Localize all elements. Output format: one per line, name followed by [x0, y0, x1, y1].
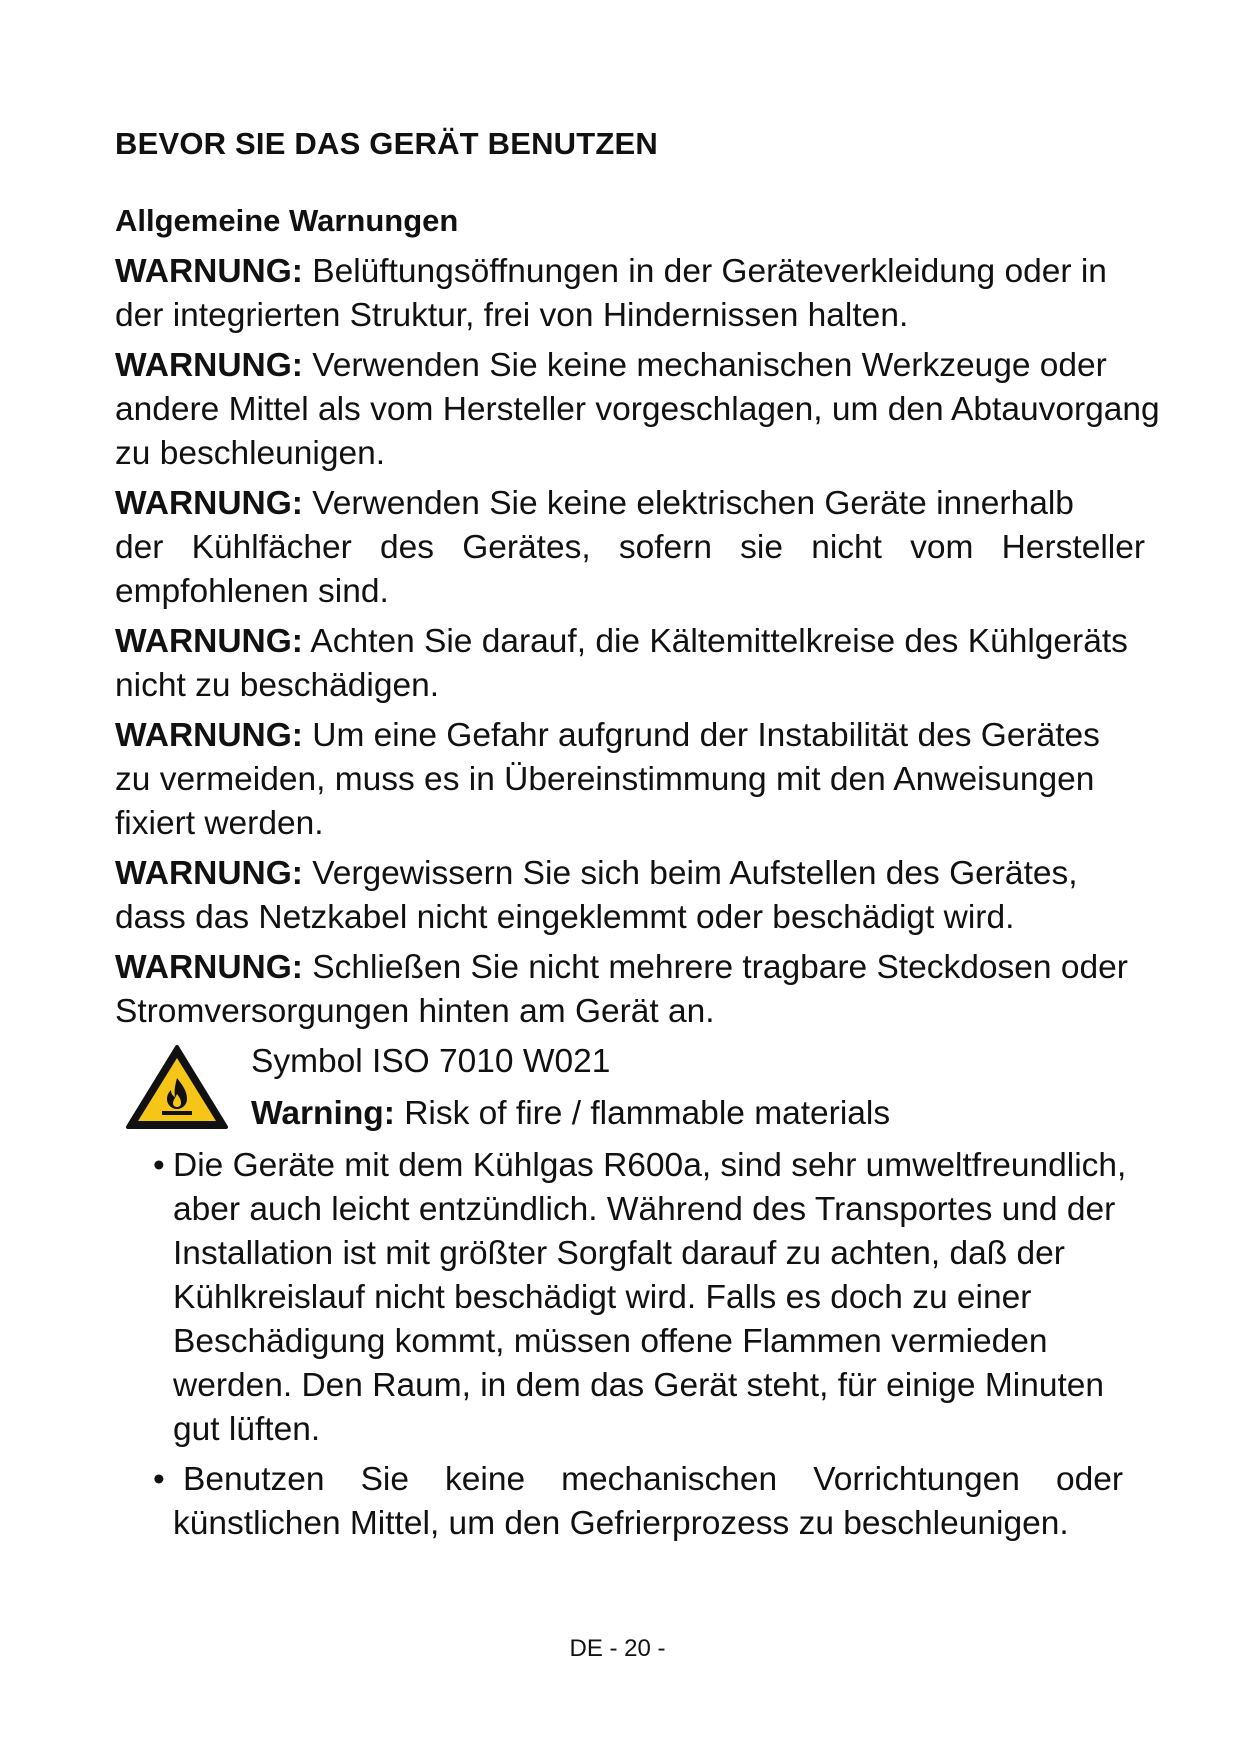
- warning-text: Belüftungsöffnungen in der Geräteverkleidung oder in: [302, 253, 1107, 290]
- warning-line: [115, 482, 1195, 526]
- symbol-warning-keyword: Warning:: [251, 1095, 395, 1132]
- warning-keyword: WARNUNG:: [115, 717, 303, 754]
- warning-paragraph: [115, 852, 1195, 940]
- warning-text: Vergewissern Sie sich beim Aufstellen des Gerätes,: [302, 855, 1078, 892]
- warning-line: Stromversorgungen hinten am Gerät an.: [115, 993, 715, 1030]
- bullet-line: Kühlkreislauf nicht beschädigt wird. Falls es doch zu einer: [173, 1279, 1032, 1316]
- warning-line: zu vermeiden, muss es in Übereinstimmung mit den Anweisungen: [115, 761, 1095, 798]
- warning-line: [115, 250, 1195, 294]
- warning-text: Um eine Gefahr aufgrund der Instabilität des Gerätes: [302, 717, 1100, 754]
- bullet-line: Installation ist mit größter Sorgfalt darauf zu achten, daß der: [173, 1235, 1065, 1272]
- warning-keyword: WARNUNG:: [115, 623, 303, 660]
- bullet-line: werden. Den Raum, in dem das Gerät steht, für einige Minuten: [173, 1367, 1105, 1404]
- list-item: [115, 1458, 1195, 1546]
- bullet-line: Beschädigung kommt, müssen offene Flammen vermieden: [173, 1323, 1048, 1360]
- warning-text: Achten Sie darauf, die Kältemittelkreise des Kühlgeräts: [302, 623, 1128, 660]
- bullet-line: künstlichen Mittel, um den Gefrierprozess zu beschleunigen.: [173, 1505, 1069, 1542]
- warning-line: andere Mittel als vom Hersteller vorgeschlagen, um den Abtauvorgang: [115, 391, 1160, 428]
- warning-line: [115, 344, 1195, 388]
- warning-line: empfohlenen sind.: [115, 573, 389, 610]
- warning-text: Verwenden Sie keine mechanischen Werkzeuge oder: [302, 347, 1107, 384]
- warning-line: zu beschleunigen.: [115, 435, 386, 472]
- bullet-line: aber auch leicht entzündlich. Während des Transportes und der: [173, 1191, 1116, 1228]
- warning-text: Verwenden Sie keine elektrischen Geräte innerhalb: [302, 485, 1074, 522]
- warning-line: nicht zu beschädigen.: [115, 667, 440, 704]
- section-title: BEVOR SIE DAS GERÄT BENUTZEN: [115, 126, 658, 161]
- sub-title: Allgemeine Warnungen: [115, 203, 459, 238]
- fire-warning-icon: [125, 1044, 229, 1130]
- warning-keyword: WARNUNG:: [115, 485, 303, 522]
- bullet-marker: •: [153, 1147, 165, 1184]
- warning-paragraph: [115, 620, 1195, 708]
- warning-keyword: WARNUNG:: [115, 949, 303, 986]
- bullet-marker: •: [153, 1461, 165, 1498]
- warning-text: Schließen Sie nicht mehrere tragbare Steckdosen oder: [302, 949, 1128, 986]
- page-number: DE - 20 -: [569, 1635, 666, 1662]
- warning-paragraph: [115, 946, 1195, 1034]
- warning-keyword: WARNUNG:: [115, 855, 303, 892]
- warning-line: der integrierten Struktur, frei von Hindernissen halten.: [115, 297, 909, 334]
- warning-paragraph: [115, 714, 1195, 846]
- warning-line: fixiert werden.: [115, 805, 324, 842]
- warning-line: [115, 714, 1195, 758]
- document-body: [115, 250, 1195, 1552]
- symbol-block: [115, 1040, 1195, 1138]
- warning-line: dass das Netzkabel nicht eingeklemmt oder beschädigt wird.: [115, 899, 1015, 936]
- warning-paragraph: [115, 482, 1195, 614]
- bullet-list: [115, 1144, 1195, 1546]
- symbol-caption: Symbol ISO 7010 W021: [251, 1043, 611, 1080]
- warning-keyword: WARNUNG:: [115, 253, 303, 290]
- warning-paragraph: [115, 344, 1195, 476]
- warning-line: [115, 946, 1195, 990]
- bullet-line: gut lüften.: [173, 1411, 321, 1448]
- bullet-line: Benutzen Sie keine mechanischen Vorrichtungen oder: [183, 1461, 1123, 1498]
- symbol-warning-text: Risk of fire / flammable materials: [394, 1095, 891, 1132]
- warning-line: der Kühlfächer des Gerätes, sofern sie nicht vom Hersteller: [115, 529, 1145, 566]
- list-item: [115, 1144, 1195, 1452]
- warning-paragraph: [115, 250, 1195, 338]
- bullet-line: Die Geräte mit dem Kühlgas R600a, sind sehr umweltfreundlich,: [173, 1147, 1127, 1184]
- warning-line: [115, 852, 1195, 896]
- warning-keyword: WARNUNG:: [115, 347, 303, 384]
- symbol-warning: [251, 1092, 890, 1136]
- warning-line: [115, 620, 1195, 664]
